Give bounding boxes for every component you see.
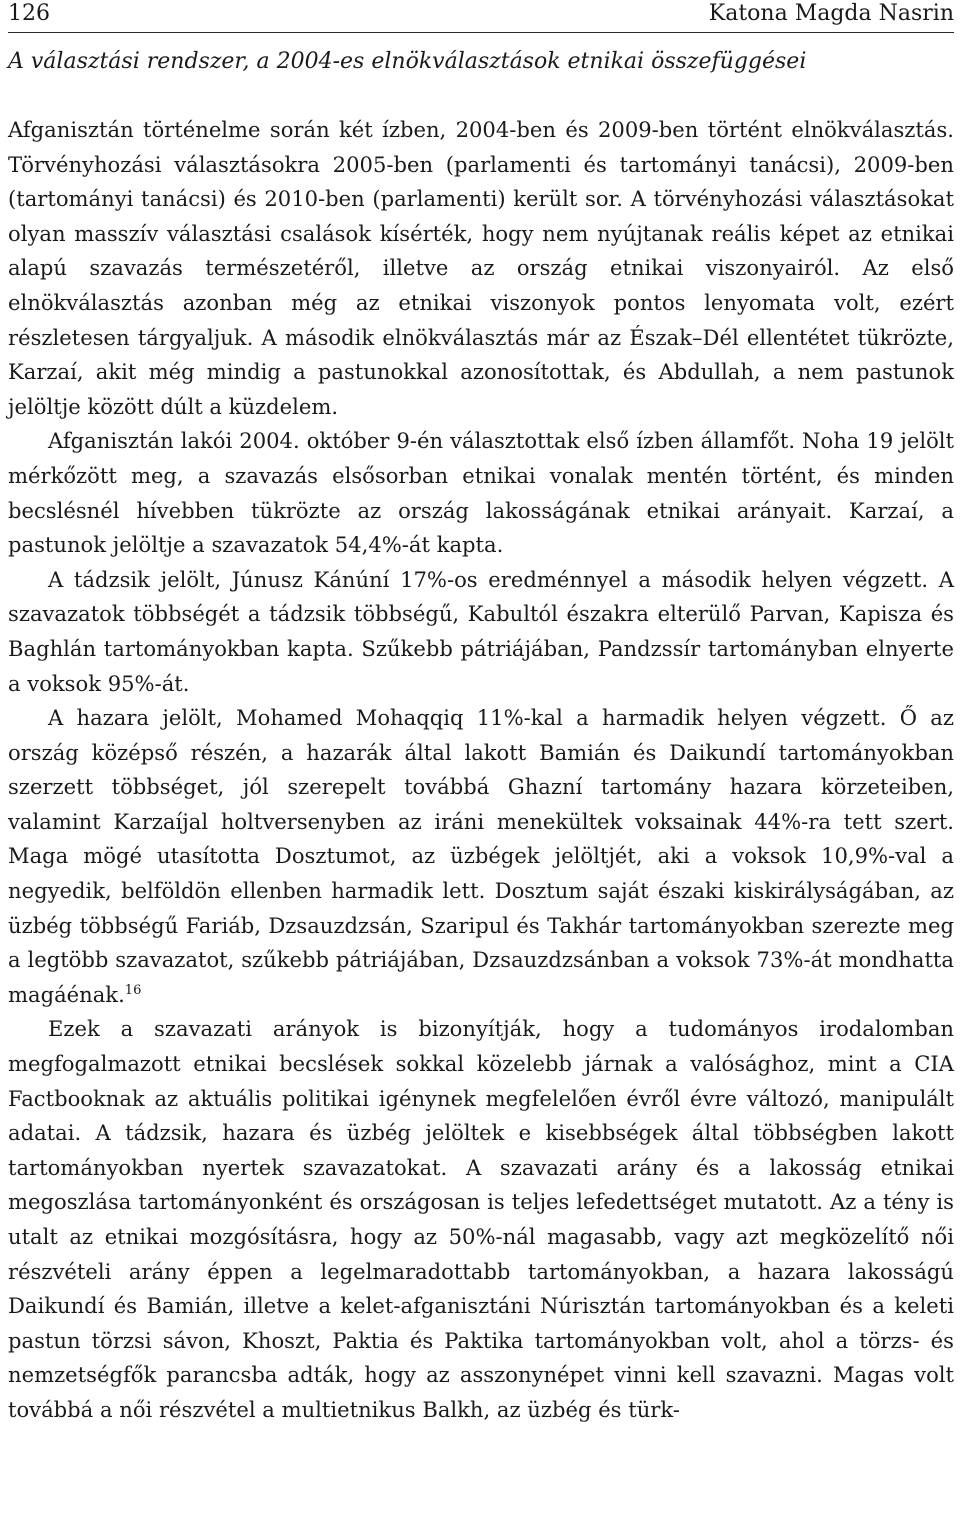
paragraph: Ezek a szavazati arányok is bizonyítják, hogy a tudományos irodalomban megfogalmazott etnikai becslések sokkal közelebb járnak a valósághoz, mint a CIA Factbooknak az aktuális politikai igénynek megfelelően évről évre változó, manipulált adatai. A tádzsik, hazara és üzbég jelöltek e kisebbségek által többségben lakott tartományokban nyertek szavazatokat. A szavazati arány és a lakosság etnikai megoszlása tartományonként és országosan is teljes lefedettséget mutatott. Az a tény is utalt az etnikai mozgósításra, hogy az 50%-nál magasabb, vagy azt megközelítő női részvételi arány éppen a legelmaradottabb tartományokban, a hazara lakosságú Daikundí és Bamián, illetve a kelet-afganisztáni Núrisztán tartományokban és a keleti pastun törzsi sávon, Khoszt, Paktia és Paktika tartományokban volt, ahol a törzs- és nemzetségfők parancsba adták, hogy az asszonynépet vinni kell szavazni. Magas volt továbbá a női részvétel a multietnikus Balkh, az üzbég és türk- — [8, 1016, 954, 1422]
paragraph — [8, 701, 954, 1012]
running-header — [8, 0, 954, 33]
paragraph: A tádzsik jelölt, Júnusz Kánúní 17%-os eredménnyel a második helyen végzett. A szavazatok többségét a tádzsik többségű, Kabultól északra elterülő Parvan, Kapisza és Baghlán tartományokban kapta. Szűkebb pátriájában, Pandzssír tartományban elnyerte a voksok 95%-át. — [8, 566, 954, 696]
body-text — [8, 113, 954, 1428]
page-number: 126 — [8, 1, 50, 26]
footnote-marker[interactable]: 16 — [124, 982, 142, 998]
paragraph: Afganisztán lakói 2004. október 9-én választottak első ízben államfőt. Noha 19 jelölt mérkőzött meg, a szavazás elsősorban etnikai vonalak mentén történt, és minden becslésnél hívebben tükrözte az ország lakosságának etnikai arányait. Karzaí, a pastunok jelöltje a szavazatok 54,4%-át kapta. — [8, 428, 954, 558]
paragraph-text: A hazara jelölt, Mohamed Mohaqqiq 11%-kal a harmadik helyen végzett. Ő az ország középső részén, a hazarák által lakott Bamián és Daikundí tartományokban szerzett többséget, jól szerepelt továbbá Ghazní tartomány hazara körzeteiben, valamint Karzaíjal holtversenyben az iráni menekültek voksainak 44%-ra tett szert. Maga mögé utasította Dosztumot, az üzbégek jelöltjét, aki a voksok 10,9%-val a negyedik, belföldön ellenben harmadik lett. Dosztum saját északi kiskirályságában, az üzbég többségű Fariáb, Dzsauzdzsán, Szaripul és Takhár tartományokban szerezte meg a legtöbb szavazatot, szűkebb pátriájában, Dzsauzdzsánban a voksok 73%-át mondhatta magáénak. — [8, 705, 954, 1007]
section-title: A választási rendszer, a 2004-es elnökválasztások etnikai összefüggései — [8, 49, 807, 74]
paragraph: Afganisztán történelme során két ízben, 2004-ben és 2009-ben történt elnökválasztás. Törvényhozási választásokra 2005-ben (parlamenti és tartományi tanácsi), 2009-ben (tartományi tanácsi) és 2010-ben (parlamenti) került sor. A törvényhozási választásokat olyan masszív választási csalások kísérték, hogy nem nyújtanak reális képet az etnikai alapú szavazás természetéről, illetve az ország etnikai viszonyairól. Az első elnökválasztás azonban még az etnikai viszonyok pontos lenyomata volt, ezért részletesen tárgyaljuk. A második elnökválasztás már az Észak–Dél ellentétet tükrözte, Karzaí, akit még mindig a pastunokkal azonosítottak, és Abdullah, a nem pastunok jelöltje között dúlt a küzdelem. — [8, 117, 954, 419]
running-author: Katona Magda Nasrin — [708, 1, 954, 26]
book-page — [8, 0, 954, 1521]
